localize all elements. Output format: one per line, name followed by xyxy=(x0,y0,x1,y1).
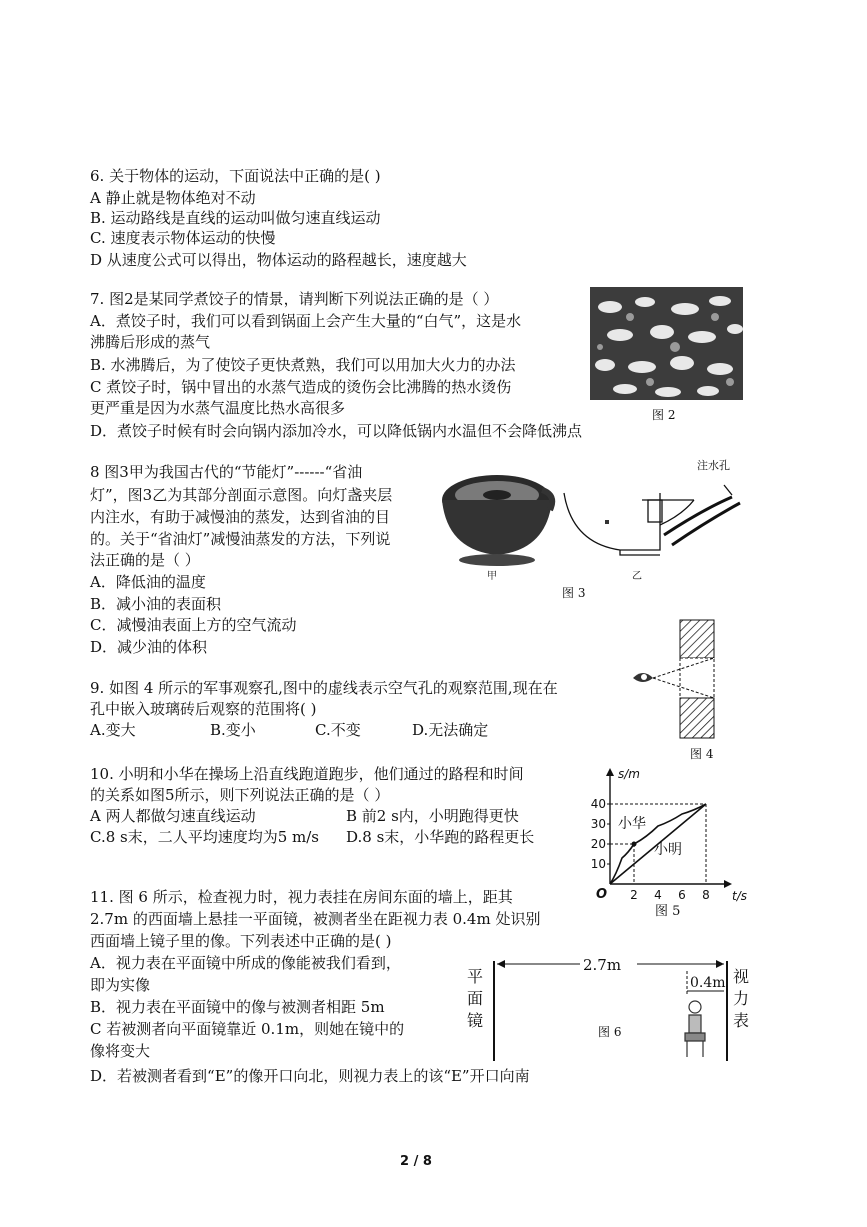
figure-4-wall-bottom xyxy=(680,698,714,738)
q7-option-a: A．煮饺子时，我们可以看到锅面上会产生大量的“白气”，这是水 xyxy=(90,312,522,330)
figure-2-photo xyxy=(590,287,743,400)
figure-4-caption: 图 4 xyxy=(690,747,714,761)
figure-4-wall-top xyxy=(680,620,714,658)
q10-stem-line1: 10. 小明和小华在操场上沿直线跑道跑步，他们通过的路程和时间 xyxy=(90,765,524,783)
intersection-point xyxy=(632,842,637,847)
x-tick-label: 6 xyxy=(678,888,686,902)
y-tick-label: 20 xyxy=(590,837,606,851)
x-tick-label: 4 xyxy=(654,888,662,902)
figure-4 xyxy=(625,618,720,743)
q8-option-c: C．减慢油表面上方的空气流动 xyxy=(90,616,297,634)
q8-option-d: D．减少油的体积 xyxy=(90,638,208,656)
q9-option-a: A.变大 xyxy=(90,721,136,739)
q6-stem: 6. 关于物体的运动，下面说法中正确的是( ) xyxy=(90,167,381,185)
figure-6-distance-main: 2.7m xyxy=(583,956,622,974)
y-tick-label: 10 xyxy=(590,857,606,871)
q7-option-c: C 煮饺子时，锅中冒出的水蒸气造成的烫伤会比沸腾的热水烫伤 xyxy=(90,378,512,396)
x-axis-label: t/s xyxy=(732,889,747,903)
q7-option-b: B. 水沸腾后，为了使饺子更快煮熟，我们可以用加大火力的办法 xyxy=(90,356,516,374)
q9-option-b: B.变小 xyxy=(210,721,256,739)
q11-stem-line2: 2.7m 的西面墙上悬挂一平面镜，被测者坐在距视力表 0.4m 处识别 xyxy=(90,910,541,928)
figure-6-distance-small: 0.4m xyxy=(690,975,726,991)
figure-3-section-diagram xyxy=(564,485,740,555)
q10-stem-line2: 的关系如图5所示，则下列说法正确的是（ ） xyxy=(90,786,390,804)
q9-stem-line1: 9. 如图 4 所示的军事观察孔,图中的虚线表示空气孔的观察范围,现在在 xyxy=(90,679,558,697)
q10-option-b: B 前2 s内，小明跑得更快 xyxy=(346,807,519,825)
figure-6-chart-label: 视力表 xyxy=(732,967,749,1030)
q6-option-b: B. 运动路线是直线的运动叫做匀速直线运动 xyxy=(90,209,381,227)
q7-option-a-cont: 沸腾后形成的蒸气 xyxy=(90,333,211,351)
q6-option-c: C. 速度表示物体运动的快慢 xyxy=(90,229,276,247)
chart-axes xyxy=(596,767,747,903)
q9-stem-line2: 孔中嵌入玻璃砖后观察的范围将( ) xyxy=(90,700,317,718)
scan-noise xyxy=(605,520,609,524)
x-axis-arrow xyxy=(724,880,732,888)
y-axis-arrow xyxy=(606,768,614,776)
q11-option-c: C 若被测者向平面镜靠近 0.1m，则她在镜中的 xyxy=(90,1020,405,1038)
figure-3 xyxy=(432,455,762,580)
figure-5-caption: 图 5 xyxy=(655,904,681,919)
origin-label: O xyxy=(596,887,608,902)
q11-option-b: B．视力表在平面镜中的像与被测者相距 5m xyxy=(90,998,385,1016)
q6-option-a: A 静止就是物体绝对不动 xyxy=(90,189,256,207)
figure-6-person-icon xyxy=(685,1001,705,1057)
figure-4-eye-icon xyxy=(633,673,653,682)
y-tick-label: 40 xyxy=(590,797,606,811)
series-label-1: 小明 xyxy=(654,842,682,858)
q9-option-c: C.不变 xyxy=(315,721,361,739)
q7-option-d: D．煮饺子时候有时会向锅内添加冷水，可以降低锅内水温但不会降低沸点 xyxy=(90,422,583,440)
chart-series xyxy=(610,804,706,884)
q11-option-a-cont: 即为实像 xyxy=(90,976,151,994)
figure-3-label-a: 甲 xyxy=(487,571,497,580)
q11-option-d: D．若被测者看到“E”的像开口向北，则视力表上的该“E”开口向南 xyxy=(90,1067,530,1085)
series-label-0: 小华 xyxy=(618,816,646,832)
figure-3-label-b: 乙 xyxy=(632,571,642,580)
figure-3-hole-label: 注水孔 xyxy=(697,459,730,472)
q8-stem-line1: 8 图3甲为我国古代的“节能灯”------“省油 xyxy=(90,463,363,481)
page-number: 2 / 8 xyxy=(400,1154,432,1169)
figure-6-caption: 图 6 xyxy=(598,1025,622,1039)
figure-2-texture xyxy=(590,287,743,400)
q8-stem-line5: 法正确的是（ ） xyxy=(90,551,200,569)
figure-3-caption: 图 3 xyxy=(562,586,586,600)
x-tick-label: 8 xyxy=(702,888,710,902)
q8-stem-line2: 灯”，图3乙为其部分剖面示意图。向灯盏夹层 xyxy=(90,486,393,504)
q7-stem: 7. 图2是某同学煮饺子的情景，请判断下列说法正确的是（ ） xyxy=(90,290,499,308)
q8-stem-line3: 内注水，有助于减慢油的蒸发，达到省油的目 xyxy=(90,508,391,526)
figure-6-mirror-label: 平面镜 xyxy=(466,967,483,1030)
q8-option-b: B．减小油的表面积 xyxy=(90,595,222,613)
y-axis-label: s/m xyxy=(618,767,640,781)
q7-option-c-cont: 更严重是因为水蒸气温度比热水高很多 xyxy=(90,399,346,417)
figure-5-chart xyxy=(588,766,748,906)
x-tick-label: 2 xyxy=(630,888,638,902)
q8-stem-line4: 的。关于“省油灯”减慢油蒸发的方法，下列说 xyxy=(90,530,391,548)
q6-option-d: D 从速度公式可以得出，物体运动的路程越长，速度越大 xyxy=(90,251,467,269)
figure-3-lamp-photo xyxy=(442,475,552,566)
q11-option-c-cont: 像将变大 xyxy=(90,1042,151,1060)
q10-option-d: D.8 s末，小华跑的路程更长 xyxy=(346,828,535,846)
figure-2-caption: 图 2 xyxy=(652,408,676,422)
y-tick-label: 30 xyxy=(590,817,606,831)
q11-stem-line1: 11. 图 6 所示，检查视力时，视力表挂在房间东面的墙上，距其 xyxy=(90,888,513,906)
q11-option-a: A．视力表在平面镜中所成的像能被我们看到， xyxy=(90,954,401,972)
q11-stem-line3: 西面墙上镜子里的像。下列表述中正确的是( ) xyxy=(90,932,392,950)
q8-option-a: A．降低油的温度 xyxy=(90,573,206,591)
q10-option-a: A 两人都做匀速直线运动 xyxy=(90,807,256,825)
q10-option-c: C.8 s末，二人平均速度均为5 m/s xyxy=(90,828,320,846)
q9-option-d: D.无法确定 xyxy=(412,721,489,739)
